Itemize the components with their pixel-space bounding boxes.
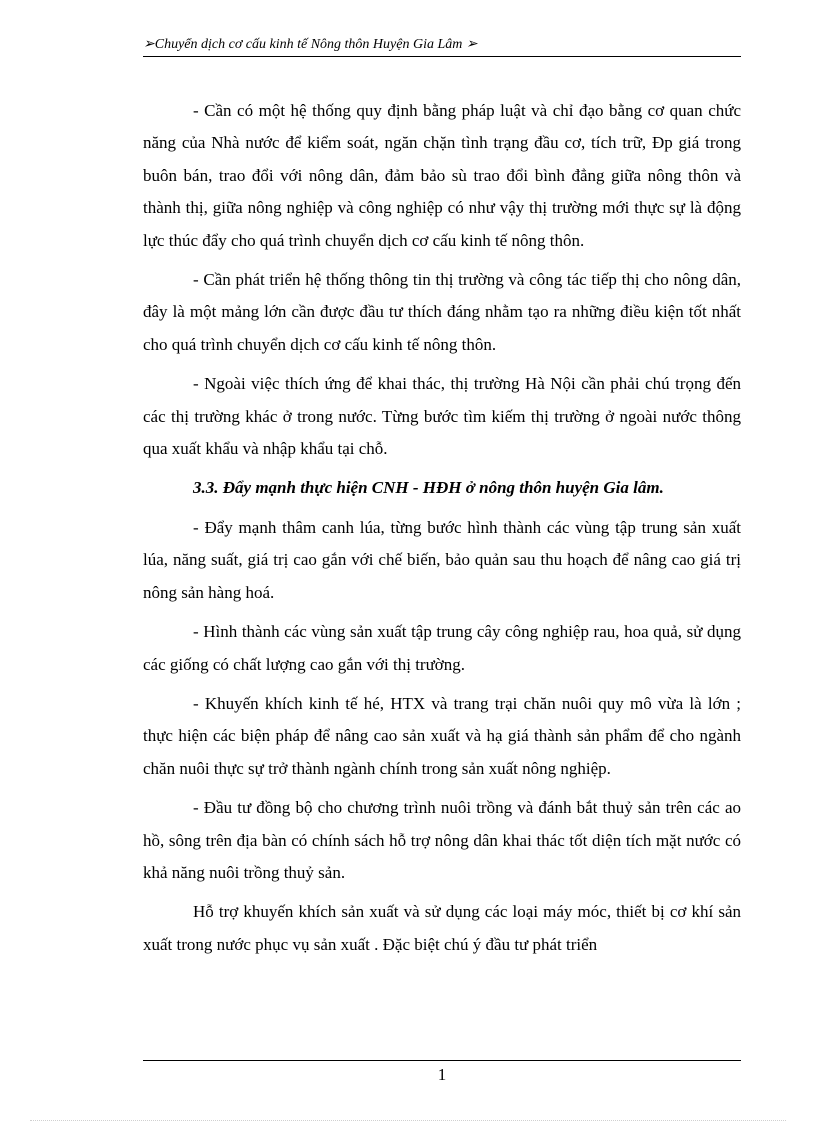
page-number: 1: [437, 1065, 447, 1084]
footer-divider: [143, 1060, 741, 1061]
paragraph-market-information: - Cần phát triển hệ thống thông tin thị trường và công tác tiếp thị cho nông dân, đây là một mảng lớn cần được đầu tư thích đáng nhằm tạo ra những điều kiện tốt nhất cho quá trình chuyển dịch cơ cấu kinh tế nông thôn.: [143, 270, 741, 354]
paragraph-vegetable-zones: - Hình thành các vùng sản xuất tập trung cây công nghiệp rau, hoa quả, sử dụng các giống có chất lượng cao gắn với thị trường.: [143, 622, 741, 674]
paragraph-aquaculture: - Đầu tư đồng bộ cho chương trình nuôi trồng và đánh bắt thuỷ sản trên các ao hồ, sông trên địa bàn có chính sách hỗ trợ nông dân khai thác tốt diện tích mặt nước có khả năng nuôi trồng thuỷ sản.: [143, 798, 741, 882]
paragraph-livestock: - Khuyến khích kinh tế hé, HTX và trang trại chăn nuôi quy mô vừa là lớn ; thực hiện các biện pháp để nâng cao sản xuất và hạ giá thành sản phẩm để cho ngành chăn nuôi thực sự trở thành ngành chính trong sản xuất nông nghiệp.: [143, 693, 741, 778]
paragraph-machinery: Hỗ trợ khuyến khích sản xuất và sử dụng các loại máy móc, thiết bị cơ khí sản xuất trong nước phục vụ sản xuất . Đặc biệt chú ý đầu tư phát triển: [143, 902, 741, 954]
page-bottom-border: [30, 1120, 786, 1121]
paragraph-rice-intensification: - Đẩy mạnh thâm canh lúa, từng bước hình thành các vùng tập trung sản xuất lúa, năng suất, giá trị cao gắn với chế biến, bảo quản sau thu hoạch để nâng cao giá trị nông sản hàng hoá.: [143, 517, 741, 602]
document-body: [143, 95, 741, 968]
running-header: ➢Chuyển dịch cơ cấu kinh tế Nông thôn Huyện Gia Lâm ➢: [143, 37, 478, 52]
header-divider: [143, 56, 741, 57]
paragraph-legal-regulation: - Cần có một hệ thống quy định bằng pháp luật và chỉ đạo bằng cơ quan chức năng của Nhà nước để kiểm soát, ngăn chặn tình trạng đầu cơ, tích trữ, Đp giá trong buôn bán, trao đổi với nông dân, đảm bảo sù trao đổi bình đẳng giữa nông thôn và thành thị, giữa nông nghiệp và công nghiệp có như vậy thị trường mới thực sự là động lực thúc đẩy cho quá trình chuyển dịch cơ cấu kinh tế nông thôn.: [143, 101, 741, 250]
section-heading: 3.3. Đẩy mạnh thực hiện CNH - HĐH ở nông thôn huyện Gia lâm.: [193, 478, 664, 498]
paragraph-other-markets: - Ngoài việc thích ứng để khai thác, thị trường Hà Nội cần phải chú trọng đến các thị trường khác ở trong nước. Từng bước tìm kiếm thị trường ở ngoài nước thông qua xuất khẩu và nhập khẩu tại chỗ.: [143, 374, 741, 459]
